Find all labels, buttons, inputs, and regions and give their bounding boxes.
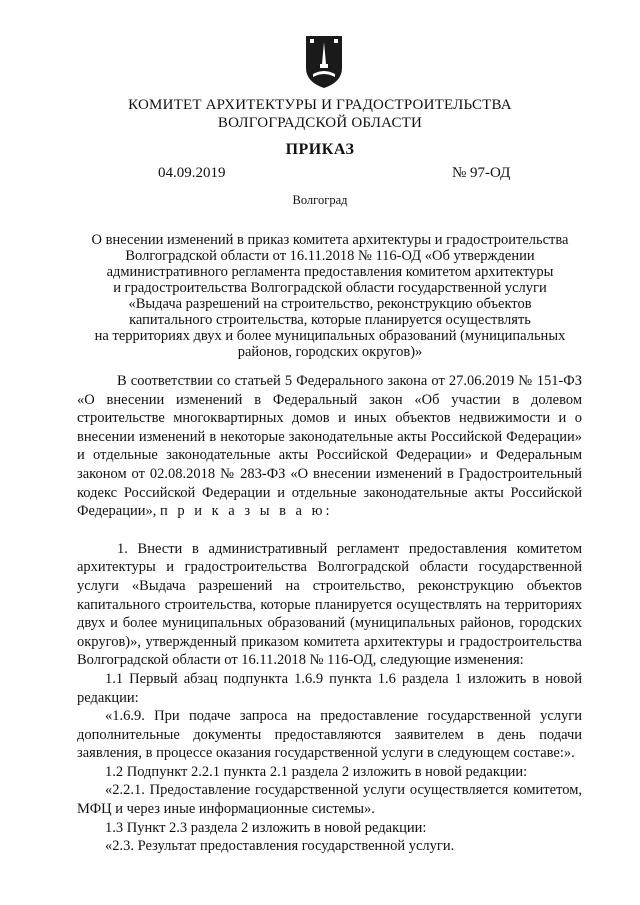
item-1-1-text: «1.6.9. При подаче запроса на предоставление государственной услуги дополнительные документы предоставляются заявителем в день подачи заявления, в процессе оказания государственной услуги в следующем составе:».: [77, 708, 582, 762]
committee-header: [0, 96, 640, 132]
order-number: № 97-ОД: [452, 165, 511, 181]
item-1-paragraph: 1. Внести в административный регламент предоставления комитетом архитектуры и градостроительства Волгоградской области государственной услуги «Выдача разрешений на строительство, реконструкцию объектов капитального строительства, которые планируется осуществлять на территориях двух и более муниципальных образований (муниципальных районов, городских округов)», утвержденный приказом комитета архитектуры и градостроительства Волгоградской области от 16.11.2018 № 116-ОД, следующие изменения:: [77, 540, 582, 669]
volgograd-coat-of-arms-icon: [304, 34, 344, 90]
subject-line: районов, городских округов)»: [237, 344, 423, 360]
item-1-2-text: «2.2.1. Предоставление государственной услуги осуществляется комитетом, МФЦ и через иные информационные системы».: [77, 782, 582, 818]
subject-line: на территориях двух и более муниципальных образований (муниципальных: [94, 328, 566, 344]
preamble-paragraph: [77, 372, 582, 521]
subject-line: и градостроительства Волгоградской области государственной услуги: [113, 280, 547, 296]
committee-name-line1: КОМИТЕТ АРХИТЕКТУРЫ И ГРАДОСТРОИТЕЛЬСТВА: [128, 97, 512, 113]
document-title: ПРИКАЗ: [285, 141, 355, 158]
preamble-text: В соответствии со статьей 5 Федерального закона от 27.06.2019 № 151-ФЗ «О внесении изменений в Федеральный закон «Об участии в долевом строительстве многоквартирных домов и иных объектов недвижимости и о внесении изменений в некоторые законодательные акты Российской Федерации» и отдельные законодательные акты Российской Федерации» и Федеральным законом от 02.08.2018 № 283-ФЗ «О внесении изменений в Градостроительный кодекс Российской Федерации и отдельные законодательные акты Российской Федерации»,: [77, 373, 582, 520]
item-1-3-text: «2.3. Результат предоставления государственной услуги.: [105, 838, 455, 855]
subject-line: «Выдача разрешений на строительство, реконструкцию объектов: [128, 296, 532, 312]
item-1-3-paragraph: 1.3 Пункт 2.3 раздела 2 изложить в новой редакции:: [105, 819, 427, 836]
committee-name-line2: ВОЛГОГРАДСКОЙ ОБЛАСТИ: [217, 115, 423, 131]
subject-line: капитального строительства, которые планируется осуществлять: [129, 312, 531, 328]
subject-line: О внесении изменений в приказ комитета архитектуры и градостроительства: [91, 232, 569, 248]
order-body: [77, 372, 582, 856]
item-1-2-paragraph: 1.2 Подпункт 2.2.1 пункта 2.1 раздела 2 изложить в новой редакции:: [105, 763, 528, 780]
order-city: Волгоград: [292, 193, 348, 207]
order-date: 04.09.2019: [158, 165, 226, 181]
subject-line: Волгоградской области от 16.11.2018 № 116-ОД «Об утверждении: [125, 248, 535, 264]
item-1-1-paragraph: 1.1 Первый абзац подпункта 1.6.9 пункта 1.6 раздела 1 изложить в новой редакции:: [77, 670, 582, 706]
order-subject: [60, 232, 600, 360]
subject-line: административного регламента предоставления комитетом архитектуры: [106, 264, 554, 280]
order-word: п р и к а з ы в а ю:: [159, 503, 333, 520]
